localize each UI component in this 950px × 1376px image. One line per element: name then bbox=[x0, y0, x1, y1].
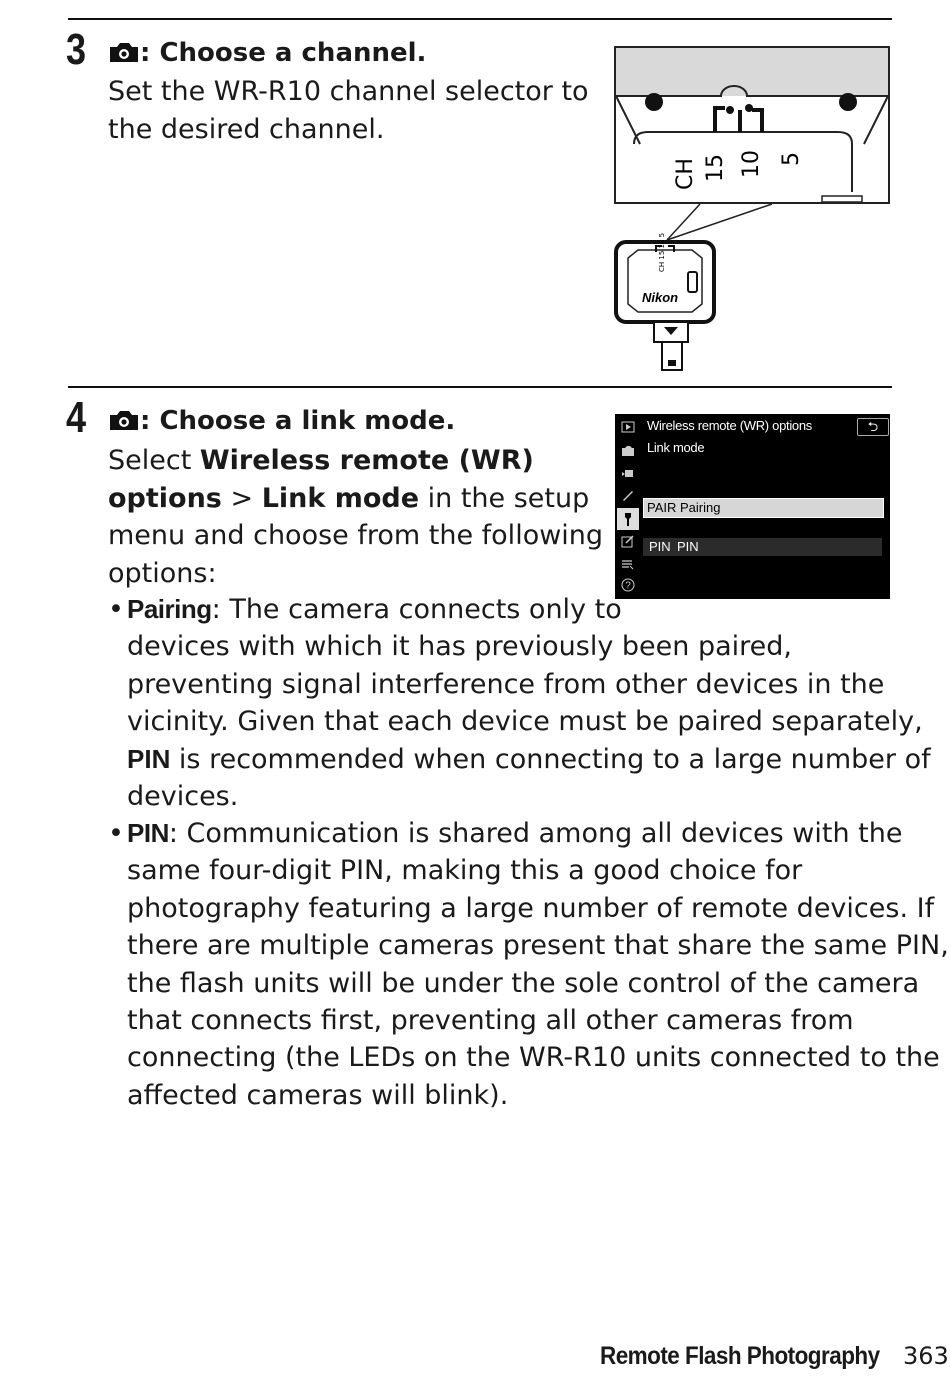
text-line: PIN: Communication is shared among all devices with the bbox=[127, 818, 903, 849]
option-term: PIN bbox=[127, 743, 171, 774]
step-heading-text: : Choose a channel. bbox=[140, 38, 427, 68]
text-line: the flash units will be under the sole control of the camera bbox=[127, 967, 920, 999]
section-title: Remote Flash Photography bbox=[600, 1342, 880, 1370]
text-line: connecting (the LEDs on the WR-R10 units connected to the bbox=[127, 1042, 940, 1074]
option-code: PIN bbox=[649, 539, 671, 554]
step-heading bbox=[108, 406, 455, 436]
my-menu-icon bbox=[621, 557, 635, 571]
text-line: options > Link mode in the setup bbox=[108, 482, 590, 514]
retouch-menu-icon bbox=[621, 534, 635, 548]
option-term: PIN bbox=[127, 818, 169, 848]
menu-title: Wireless remote (WR) options bbox=[647, 418, 812, 433]
option-code: PAIR bbox=[647, 500, 677, 515]
dial-label-ch: CH bbox=[673, 158, 698, 190]
list-item bbox=[108, 591, 931, 815]
option-label: Pairing bbox=[680, 500, 721, 515]
menu-option-pin[interactable] bbox=[643, 538, 882, 556]
back-button[interactable]: ⮌ bbox=[857, 418, 889, 436]
dial-label-15: 15 bbox=[703, 154, 728, 182]
help-icon bbox=[621, 578, 635, 592]
photo-shooting-menu-icon bbox=[621, 444, 635, 458]
menu-name: Wireless remote (WR) bbox=[199, 445, 534, 476]
movie-shooting-menu-icon bbox=[621, 466, 635, 480]
text-line: preventing signal interference from other devices in the bbox=[127, 668, 885, 700]
text-line: the desired channel. bbox=[108, 114, 385, 145]
svg-text:CH 15 10 5: CH 15 10 5 bbox=[658, 232, 666, 272]
text-line: Pairing: The camera connects only to bbox=[127, 594, 622, 625]
dial-label-10: 10 bbox=[739, 150, 764, 178]
step-description bbox=[108, 442, 603, 592]
bullet-marker: • bbox=[108, 818, 124, 849]
option-label: PIN bbox=[677, 539, 699, 554]
text-line: that connects first, preventing all other cameras from bbox=[127, 1005, 854, 1037]
text-line: PIN is recommended when connecting to a large number of bbox=[127, 743, 931, 775]
wr-r10-illustration bbox=[612, 44, 894, 374]
text-line: Set the WR-R10 channel selector to bbox=[108, 76, 589, 107]
text-line: there are multiple cameras present that share the same PIN, bbox=[127, 930, 949, 962]
camera-icon bbox=[108, 409, 140, 431]
camera-icon bbox=[108, 41, 140, 63]
text-line: affected cameras will blink). bbox=[127, 1079, 509, 1111]
svg-text:?: ? bbox=[625, 580, 631, 592]
option-term: Pairing bbox=[127, 594, 212, 624]
step-number: 3 bbox=[66, 25, 87, 74]
text-line: menu and choose from the following bbox=[108, 520, 604, 551]
step-heading-text: : Choose a link mode. bbox=[140, 406, 456, 436]
text-line: devices with which it has previously been paired, bbox=[127, 631, 792, 663]
page-number: 363 bbox=[903, 1342, 949, 1370]
custom-settings-icon bbox=[621, 488, 635, 502]
text-line: same four-digit PIN, making this a good choice for bbox=[127, 855, 803, 887]
playback-menu-icon bbox=[621, 420, 635, 434]
section-rule bbox=[68, 386, 892, 388]
brand-logo: Nikon bbox=[642, 290, 679, 305]
menu-sidebar bbox=[615, 414, 641, 599]
menu-option-pairing[interactable] bbox=[643, 498, 884, 518]
camera-menu-screen bbox=[615, 414, 890, 599]
text-line: vicinity. Given that each device must be paired separately, bbox=[127, 706, 923, 738]
setup-menu-icon bbox=[617, 508, 639, 530]
dial-label-5: 5 bbox=[779, 152, 804, 166]
list-item bbox=[108, 815, 949, 1114]
top-rule bbox=[68, 18, 892, 20]
text-line: photography featuring a large number of remote devices. If bbox=[127, 892, 935, 924]
step-heading bbox=[108, 38, 426, 68]
bullet-marker: • bbox=[108, 594, 124, 625]
step-number: 4 bbox=[66, 393, 87, 442]
text-line: options: bbox=[108, 557, 217, 589]
text-line: devices. bbox=[127, 781, 239, 813]
menu-item-name: Link mode bbox=[261, 482, 420, 514]
menu-subtitle: Link mode bbox=[647, 440, 705, 455]
text-line: Select Wireless remote (WR) bbox=[108, 445, 534, 476]
menu-name: options bbox=[108, 482, 222, 514]
step-description bbox=[108, 73, 589, 149]
